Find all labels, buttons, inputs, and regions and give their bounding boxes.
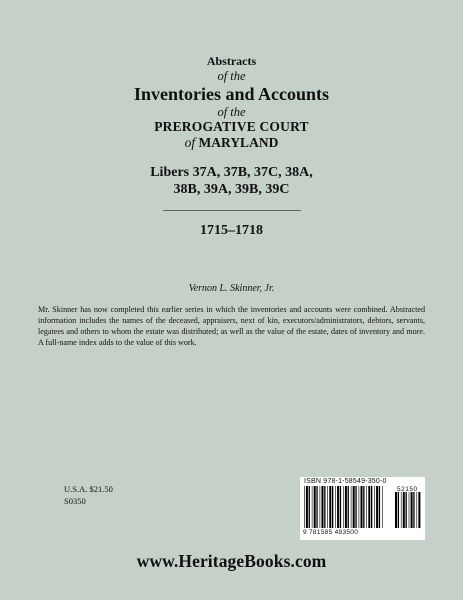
barcode-price-code: 52150 xyxy=(397,486,418,493)
website-url: www.HeritageBooks.com xyxy=(136,551,327,571)
barcode-bar xyxy=(418,492,420,528)
isbn-label: ISBN 978-1-58549-350-0 xyxy=(304,478,387,485)
barcode-bar xyxy=(316,486,317,528)
barcode-bar xyxy=(382,486,383,528)
barcode-bar xyxy=(340,486,341,528)
title-maryland-line xyxy=(0,135,463,151)
barcode-bar xyxy=(312,486,313,528)
barcode-bar xyxy=(314,486,316,528)
title-maryland: MARYLAND xyxy=(198,135,279,150)
barcode-bar xyxy=(348,486,349,528)
barcode-bar xyxy=(413,492,414,528)
barcode-bar xyxy=(309,486,310,528)
barcode-bar xyxy=(332,486,333,528)
barcode-bar xyxy=(355,486,356,528)
barcode-bar xyxy=(376,486,378,528)
barcode-bar xyxy=(374,486,375,528)
barcode-bar xyxy=(337,486,339,528)
barcode-bar xyxy=(409,492,410,528)
barcode-bar xyxy=(368,486,370,528)
barcode-bar xyxy=(335,486,336,528)
barcode-bar xyxy=(359,486,360,528)
barcode-bar xyxy=(353,486,355,528)
barcode-bar xyxy=(366,486,367,528)
barcode-bar xyxy=(417,492,418,528)
barcode-bar xyxy=(361,486,363,528)
libers xyxy=(0,164,463,198)
barcode-bar xyxy=(343,486,344,528)
barcode-bar xyxy=(345,486,347,528)
title-inventories: Inventories and Accounts xyxy=(133,84,330,104)
barcode-bar xyxy=(395,492,397,528)
price-amount: U.S.A. $21.50 xyxy=(64,484,113,494)
barcode-bar xyxy=(306,486,308,528)
author-name: Vernon L. Skinner, Jr. xyxy=(188,283,275,294)
title-of-the-1: of the xyxy=(217,69,246,83)
barcode-bar xyxy=(363,486,364,528)
barcode-bar xyxy=(398,492,399,528)
barcode-bar xyxy=(327,486,328,528)
title-abstracts: Abstracts xyxy=(206,54,257,68)
barcode-bar xyxy=(324,486,325,528)
divider-rule xyxy=(163,210,301,211)
title-of-word: of xyxy=(184,135,196,150)
title-of-the-2: of the xyxy=(217,105,246,119)
barcode-bar xyxy=(403,492,405,528)
barcode-bar xyxy=(401,492,402,528)
barcode-number: 9 781585 493500 xyxy=(303,529,359,536)
barcode-bar xyxy=(329,486,331,528)
libers-line-1: Libers 37A, 37B, 37C, 38A, xyxy=(150,165,313,180)
barcode-bar xyxy=(371,486,372,528)
price-info xyxy=(64,484,113,507)
barcode-bar xyxy=(304,486,305,528)
title-court: PREROGATIVE COURT xyxy=(154,119,309,134)
barcode-bar xyxy=(406,492,407,528)
libers-line-2: 38B, 39A, 39B, 39C xyxy=(173,182,290,197)
barcode-bar xyxy=(322,486,324,528)
barcode-bar xyxy=(379,486,380,528)
barcode-bar xyxy=(351,486,352,528)
barcode-bar xyxy=(411,492,413,528)
title-block xyxy=(0,54,463,239)
barcode-bar xyxy=(320,486,321,528)
product-code: S0350 xyxy=(64,495,86,506)
description-paragraph: Mr. Skinner has now completed this earlier series in which the inventories and accounts were combined. Abstracted information includes the names of the deceased, appraisers, next of kin, executors/administrators, debtors, servants, legatees and others to whom the estate was distributed; as well as the value of the estate, dates of inventory and more. A full-name index adds to the value of this work. xyxy=(38,305,425,348)
date-range: 1715–1718 xyxy=(200,223,263,239)
